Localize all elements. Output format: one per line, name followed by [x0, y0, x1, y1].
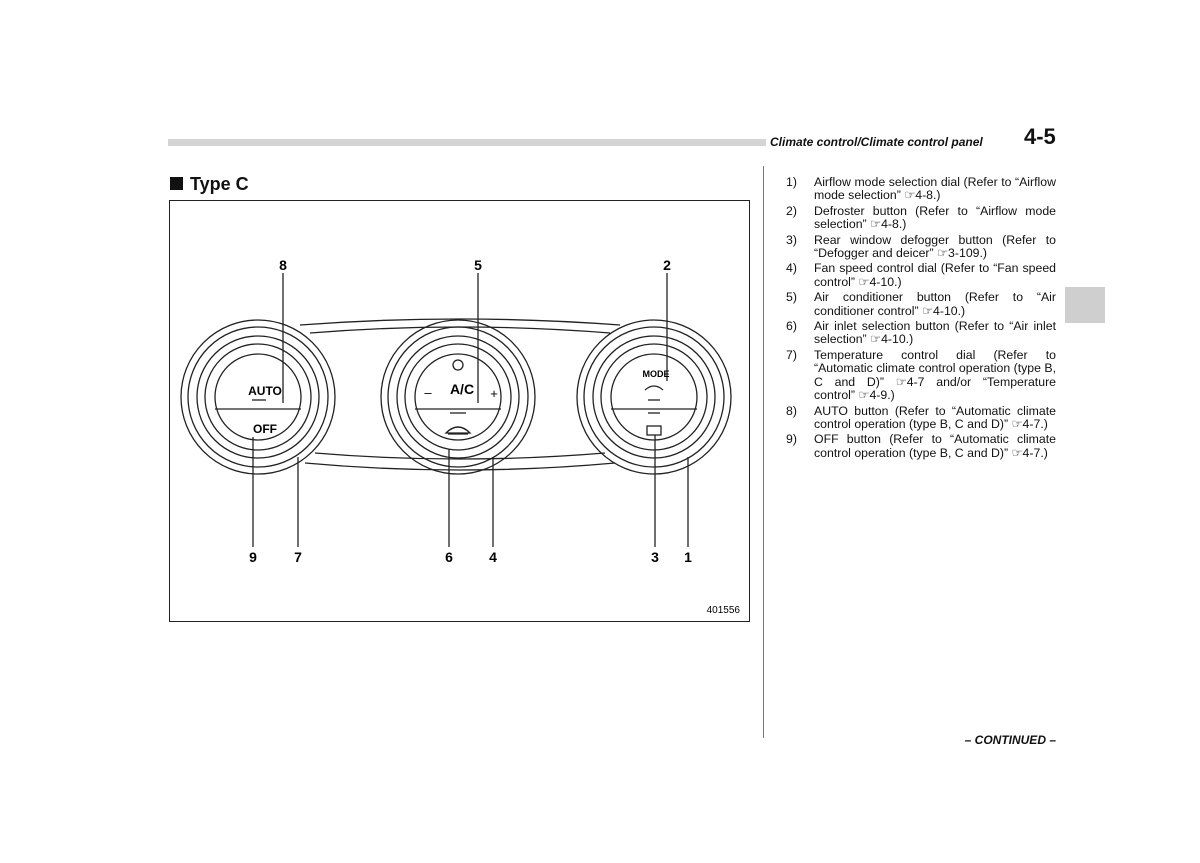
fan-icon: [453, 360, 463, 370]
list-item: 6) Air inlet selection button (Refer to “Air inlet selection” ☞4-10.): [786, 319, 1056, 347]
header-title: Climate control/Climate control panel: [770, 135, 983, 149]
recirculation-car-icon: [446, 427, 470, 434]
callout-4: 4: [489, 549, 497, 565]
section-heading-text: Type C: [190, 174, 249, 194]
list-item: 5) Air conditioner button (Refer to “Air conditioner control” ☞4-10.): [786, 290, 1056, 318]
callout-8: 8: [279, 257, 287, 273]
header-bar: [168, 139, 766, 146]
callout-3: 3: [651, 549, 659, 565]
callout-9: 9: [249, 549, 257, 565]
callout-7: 7: [294, 549, 302, 565]
fan-minus-label: –: [424, 385, 432, 400]
ac-label: A/C: [449, 381, 475, 397]
center-knob: [381, 320, 535, 474]
rear-defogger-icon: [647, 426, 661, 435]
defroster-icon: [645, 386, 663, 390]
callout-5: 5: [474, 257, 482, 273]
figure-id: 401556: [706, 605, 740, 616]
legend-list: [786, 176, 1056, 462]
list-item: 2) Defroster button (Refer to “Airflow mode selection” ☞4-8.): [786, 203, 1056, 232]
column-divider: [763, 166, 764, 738]
mode-label: MODE: [642, 369, 670, 379]
list-item: 9) OFF button (Refer to “Automatic climate control operation (type B, C and D)” ☞4-7.): [786, 432, 1056, 460]
list-item: 7) Temperature control dial (Refer to “Automatic climate control operation (type B, C and D)” ☞4-7 and/or “Temperature control” ☞4-9.): [786, 347, 1056, 403]
page-number: 4-5: [1024, 124, 1056, 149]
climate-panel-figure: [169, 200, 750, 622]
right-knob: [577, 320, 731, 474]
list-item: 8) AUTO button (Refer to “Automatic climate control operation (type B, C and D)” ☞4-7.): [786, 403, 1056, 431]
continued-label: – CONTINUED –: [964, 733, 1056, 747]
callout-1: 1: [684, 549, 692, 565]
auto-label: AUTO: [248, 384, 282, 398]
section-heading: [170, 174, 249, 195]
off-label: OFF: [253, 422, 277, 436]
list-item: 3) Rear window defogger button (Refer to “Defogger and deicer” ☞3-109.): [786, 232, 1056, 261]
climate-panel-illustration: [170, 201, 749, 621]
list-item: 1) Airflow mode selection dial (Refer to “Airflow mode selection” ☞4-8.): [786, 175, 1056, 203]
list-item: 4) Fan speed control dial (Refer to “Fan speed control” ☞4-10.): [786, 261, 1056, 289]
fan-plus-label: +: [490, 386, 498, 401]
callout-6: 6: [445, 549, 453, 565]
chapter-tab: [1065, 287, 1105, 323]
bullet-square-icon: [170, 177, 183, 190]
callout-2: 2: [663, 257, 671, 273]
